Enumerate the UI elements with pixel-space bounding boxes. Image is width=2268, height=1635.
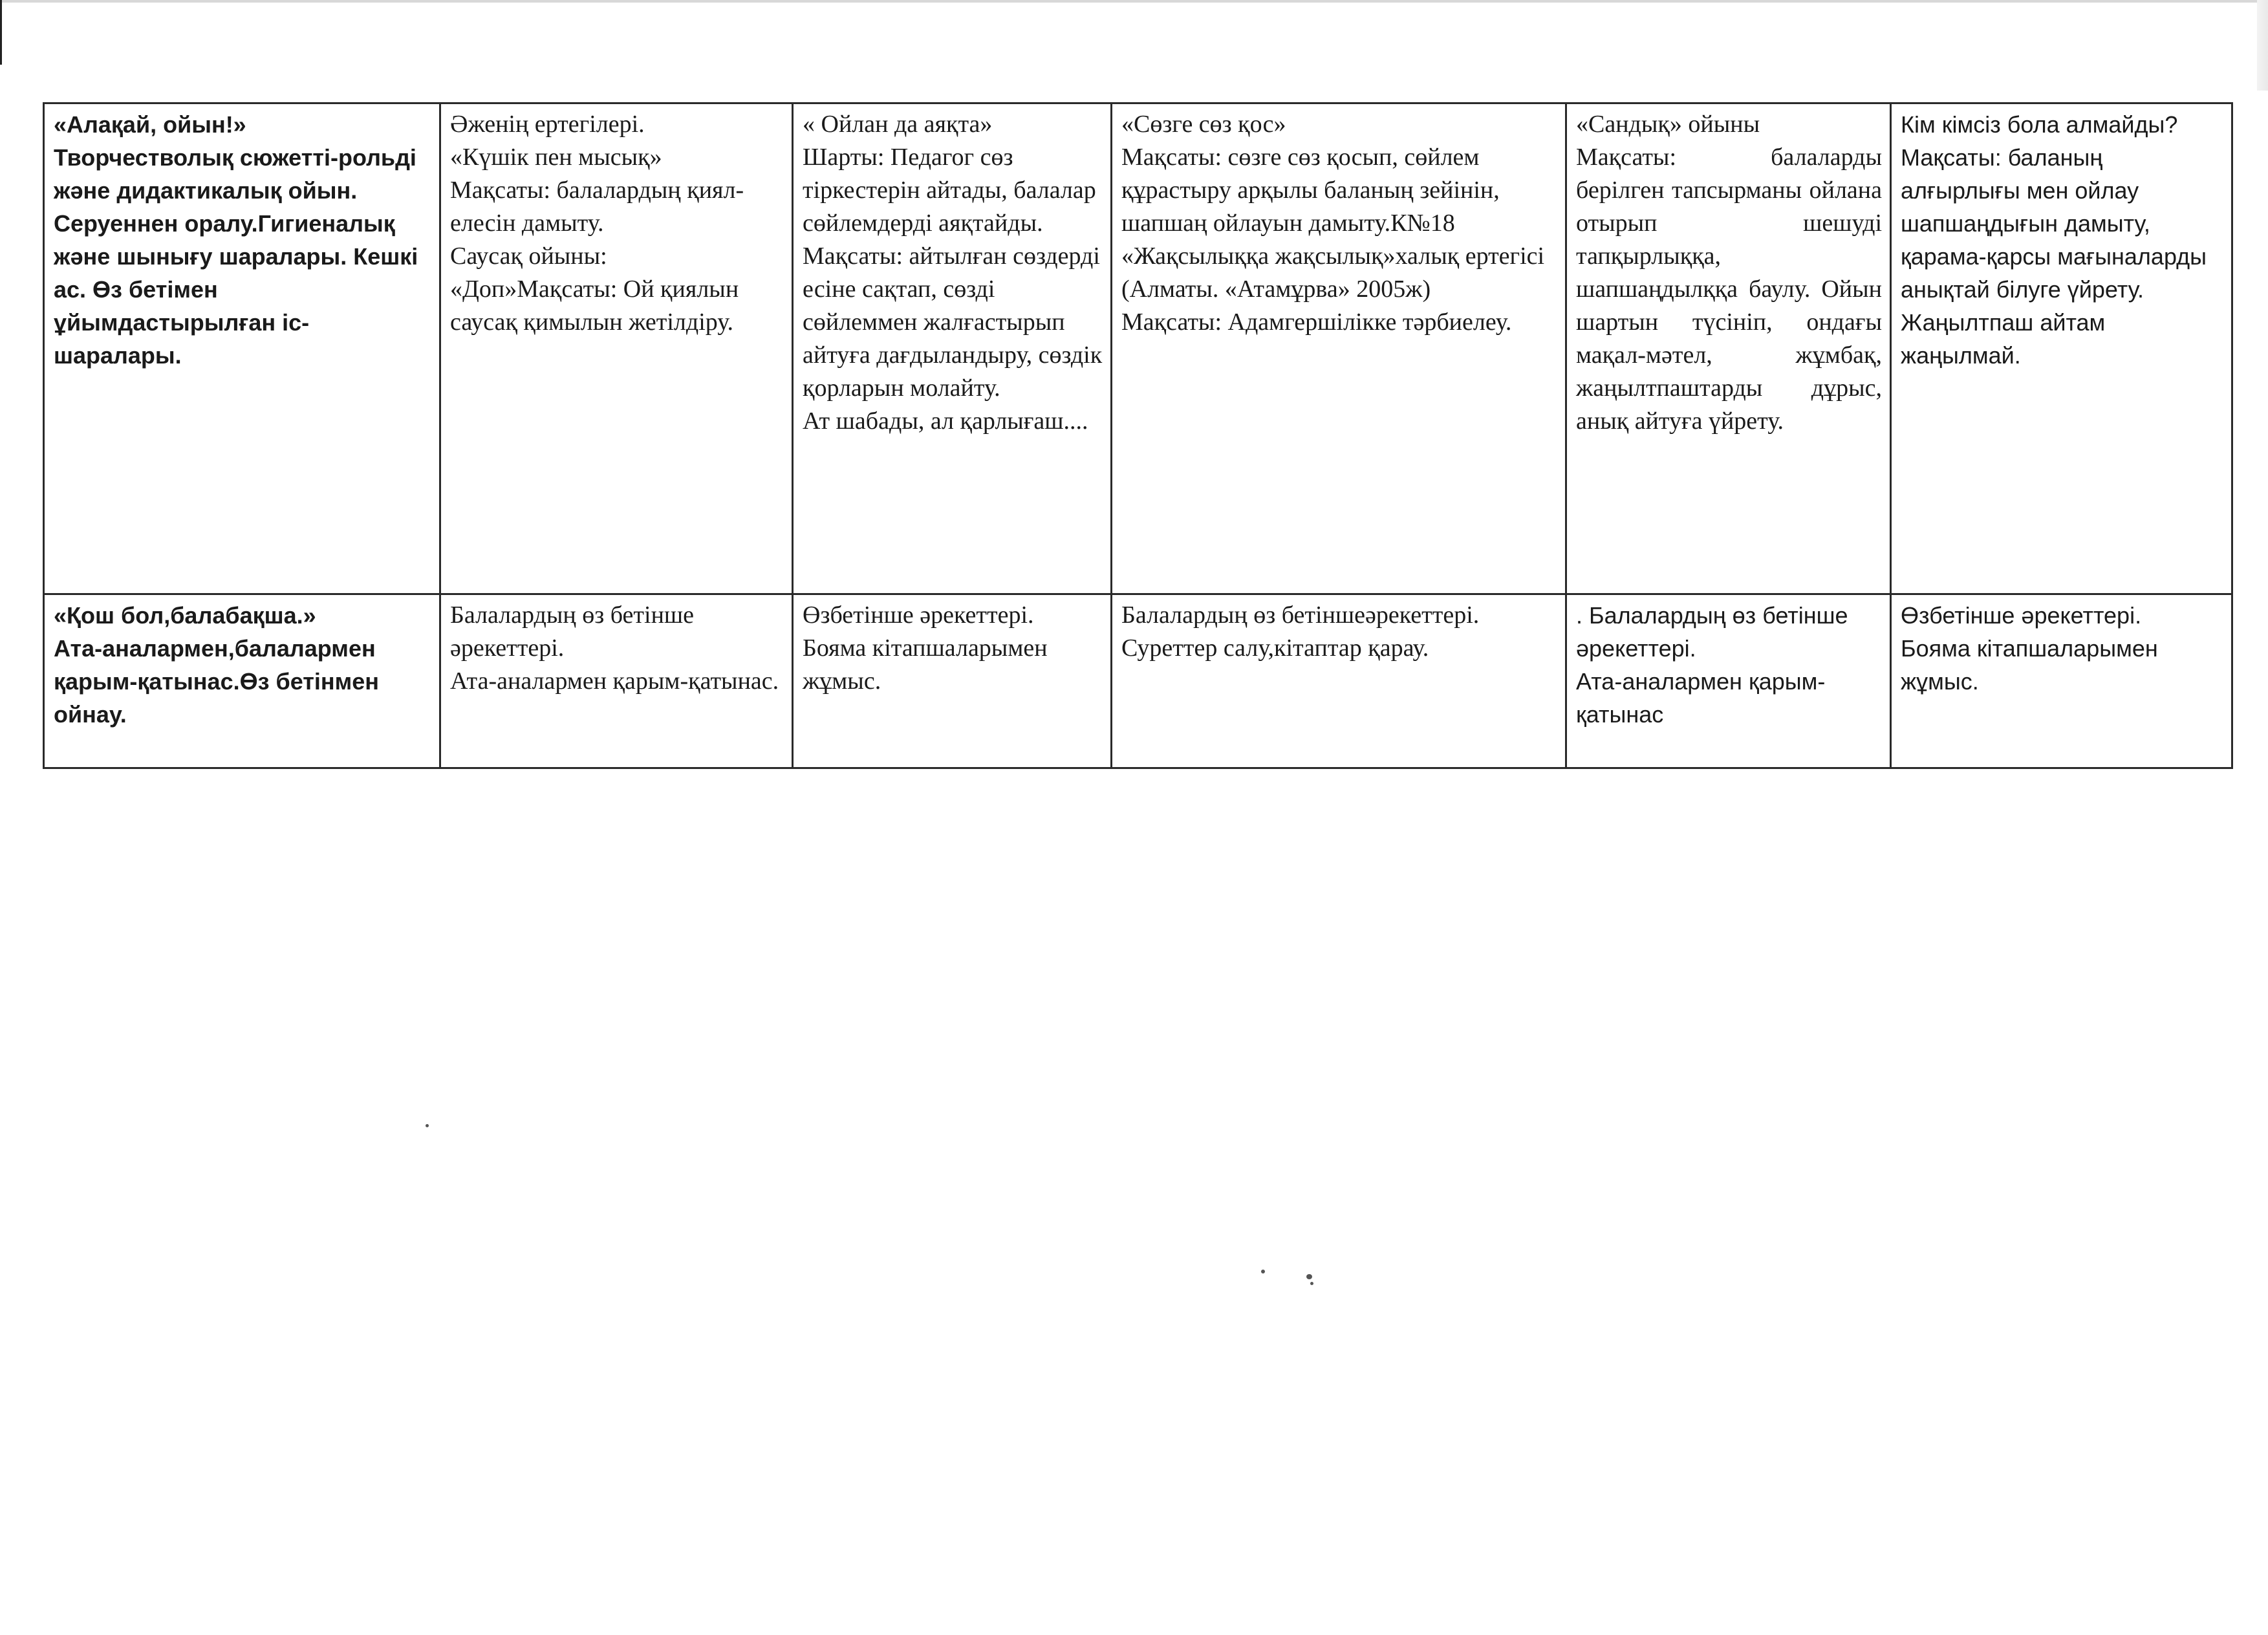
cell-text: « Ойлан да аяқта» Шарты: Педагог сөз тіркестерін айтады, балалар сөйлемдерді аяқтайды. Мақсаты: айтылған сөздерді есіне сақтап, сөзді сөйлеммен жалғастырып айтуға дағдыландыру, сөздік қорларын молайту. Ат шабады, ал қарлығаш.... xyxy=(803,111,1103,435)
scan-edge-left xyxy=(0,0,2,65)
cell-text: «Сөзге сөз қос» Мақсаты: сөзге сөз қосып, сөйлем құрастыру арқылы баланың зейінін, шапшаң ойлауын дамыту.К№18 «Жақсылыққа жақсылық»халық ертегісі (Алматы. «Атамұрва» 2005ж) Мақсаты: Адамгершілікке тәрбиелеу. xyxy=(1121,111,1545,336)
scan-edge-top xyxy=(0,0,2268,3)
table-cell xyxy=(793,103,1112,594)
scan-shade xyxy=(2257,0,2268,91)
cell-text: Өзбетінше әрекеттері. Бояма кітапшаларымен жұмыс. xyxy=(1901,602,2158,695)
cell-text: Балалардың өз бетінше әрекеттері. Ата-аналармен қарым-қатынас. xyxy=(450,601,779,695)
table-row xyxy=(44,594,2232,768)
scan-speck xyxy=(426,1124,429,1127)
table-cell xyxy=(793,594,1112,768)
table-cell xyxy=(440,103,793,594)
scan-speck xyxy=(1261,1270,1265,1273)
scan-speck xyxy=(1310,1282,1313,1285)
cell-text: «Сандық» ойыны Мақсаты: балаларды берілген тапсырманы ойлана отырып шешуді тапқырлыққа, шапшаңдылққа баулу. Ойын шартын түсініп, ондағы мақал-мәтел, жұмбақ, жаңылтпаштарды дұрыс, анық айтуға үйрету. xyxy=(1576,111,1882,435)
table-cell xyxy=(44,103,440,594)
table-cell xyxy=(1112,103,1566,594)
table-cell xyxy=(1891,103,2232,594)
table-cell xyxy=(1566,103,1891,594)
cell-text: «Қош бол,балабақша.» Ата-аналармен,балалармен қарым-қатынас.Өз бетінмен ойнау. xyxy=(54,602,380,728)
cell-text: . Балалардың өз бетінше әрекеттері. Ата-аналармен қарым-қатынас xyxy=(1576,602,1848,728)
cell-text: «Алақай, ойын!» Творчестволық сюжетті-рольді және дидактикалық ойын. Серуеннен оралу.Гигиеналық және шынығу шаралары. Кешкі ас. Өз бетімен ұйымдастырылған іс-шаралары. xyxy=(54,111,418,369)
table-cell xyxy=(1112,594,1566,768)
scan-speck xyxy=(1306,1274,1312,1279)
table-cell xyxy=(1566,594,1891,768)
cell-text: Әженің ертегілері. «Күшік пен мысық» Мақсаты: балалардың қиял-елесін дамыту. Саусақ ойыны: «Доп»Мақсаты: Ой қиялын саусақ қимылын жетілдіру. xyxy=(450,111,744,336)
cell-text: Кім кімсіз бола алмайды? Мақсаты: баланың алғырлығы мен ойлау шапшаңдығын дамыту, қарама-қарсы мағыналарды анықтай білуге үйрету. Жаңылтпаш айтам жаңылмай. xyxy=(1901,111,2207,369)
activity-plan-table xyxy=(43,102,2233,769)
cell-text: Балалардың өз бетіншеәрекеттері. Суреттер салу,кітаптар қарау. xyxy=(1121,601,1480,662)
cell-text: Өзбетінше әрекеттері. Бояма кітапшаларымен жұмыс. xyxy=(803,601,1048,695)
table-row xyxy=(44,103,2232,594)
table-cell xyxy=(44,594,440,768)
table-cell xyxy=(440,594,793,768)
table-cell xyxy=(1891,594,2232,768)
